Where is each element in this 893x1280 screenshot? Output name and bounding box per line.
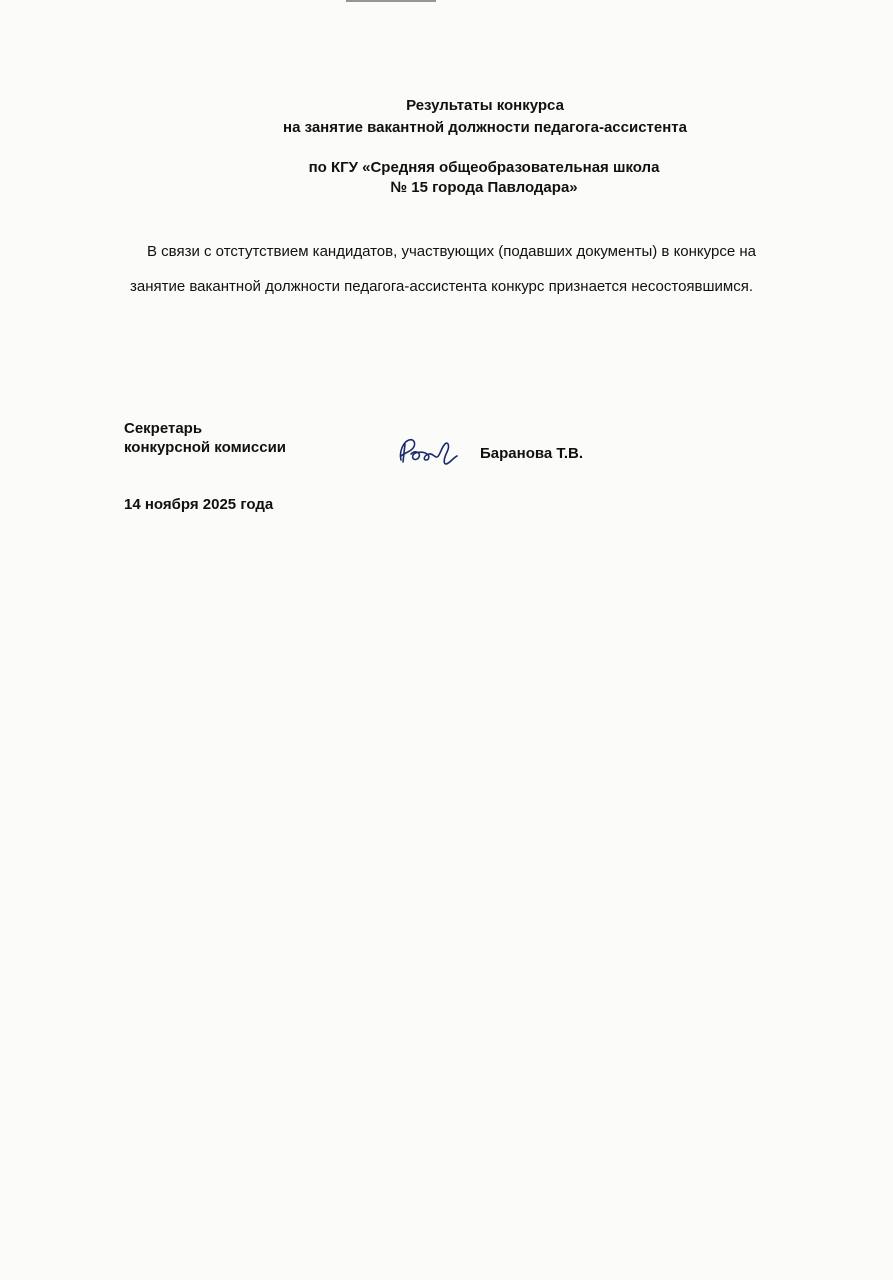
paragraph-line-2: занятие вакантной должности педагога-ассистента конкурс признается несостоявшимся. [130, 278, 754, 295]
handwritten-signature-icon [393, 434, 463, 468]
signatory-name: Баранова Т.В. [480, 445, 584, 462]
paragraph-line-1: В связи с отстутствием кандидатов, участвующих (подавших документы) в конкурсе на [147, 243, 756, 260]
document-title: Результаты конкурса [406, 97, 564, 114]
document-subtitle: на занятие вакантной должности педагога-ассистента [283, 119, 687, 136]
organization-name-line2: № 15 города Павлодара» [390, 179, 578, 196]
signatory-role-line2: конкурсной комиссии [124, 439, 287, 456]
scan-edge-mark [346, 0, 436, 2]
document-date: 14 ноября 2025 года [124, 496, 274, 513]
signatory-role-line1: Секретарь [124, 420, 203, 437]
organization-name-line1: по КГУ «Средняя общеобразовательная школа [308, 159, 660, 176]
